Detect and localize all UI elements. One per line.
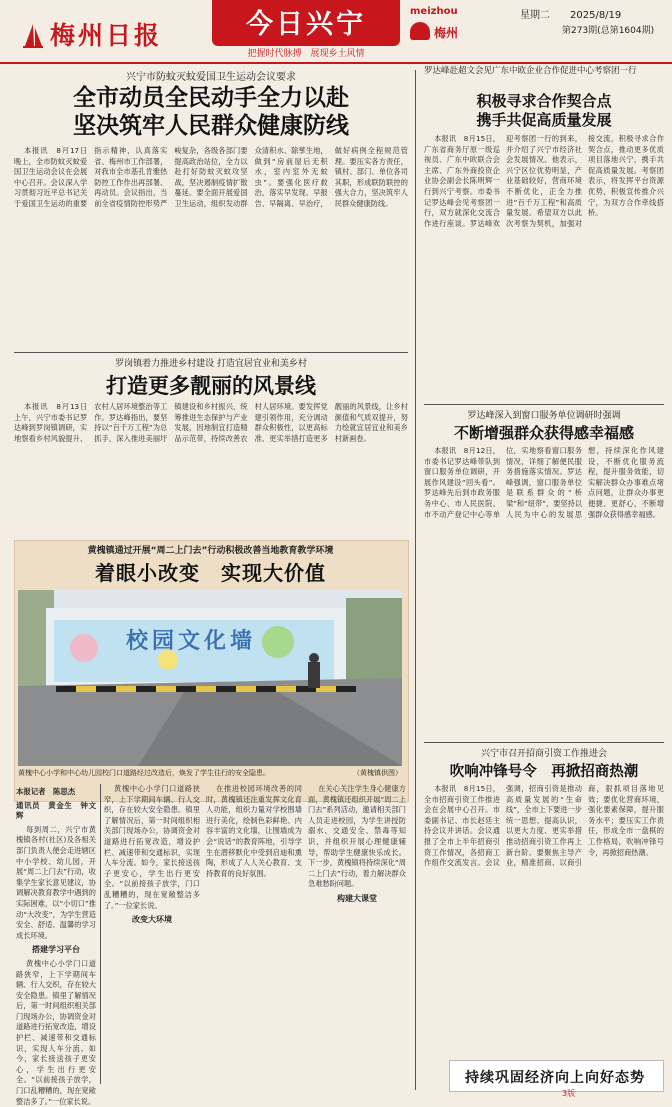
village-body: 本报讯 8月13日上午，兴宁市委书记罗达峰到罗岗镇调研，实地察看乡村风貌提升、农村人居环境整治等工作。罗达峰指出，要坚持以“百千万工程”为总抓手，深入推进美丽圩镇建设和乡村振兴，统筹推进生态保护与产业发展，因地制宜打造精品示范带，持续改善农村人居环境。要发挥党建引领作用，充分调动群众积极性，以更高标准、更实举措打造更多靓丽的风景线，让乡村颜值和气质双提升，努力绘就宜居宜业和美乡村新画卷。 [14,402,408,443]
feature-subhead-3: 改变大环境 [132,915,172,925]
village-headline: 打造更多靓丽的风景线 [106,373,316,398]
logo-text: 梅州日报 [50,21,163,50]
feature-subhead-2: 构建大课堂 [337,893,377,903]
feature-headline: 着眼小改变 实现大价值 [95,561,326,585]
date: 2025/8/19 [570,10,622,21]
brand-name: 梅州 [434,26,459,40]
right-mid-body: 本报讯 8月12日，市委书记罗达峰带队到窗口服务单位调研，开展作风建设“回头看”。罗达峰先后到市政务服务中心、市人民医院、市不动产登记中心等单位，实地察看窗口服务情况，详细了解便民服务措施落实情况。罗达峰强调，窗口服务单位是联系群众的“桥梁”和“纽带”，要坚持以人民为中心的发展思想，持续深化作风建设，不断优化服务流程，提升服务效能，切实解决群众办事难点堵点问题，让群众办事更便捷、更舒心，不断增强群众获得感幸福感。 [424,446,664,519]
section-banner [212,0,400,46]
photo-wall-sign: 校园文化墙 [126,628,257,654]
divider [424,742,664,743]
divider [100,784,101,1084]
village-article [14,402,408,534]
school-road-photo [18,590,402,766]
photo-illustration [18,590,402,766]
feature-subhead-1: 搭建学习平台 [32,945,80,955]
right-top-kicker: 罗达峰赴超文会见广东中欧企业合作促进中心考察团一行 [424,66,637,76]
right-mid-article [424,446,664,736]
right-low-headline: 吹响冲锋号令 再掀招商热潮 [449,763,639,780]
byline-correspondent: 通讯员 黄金生 钟文辉 [16,800,96,821]
meizhou-brand-icon [410,22,430,40]
weekday: 星期二 [520,10,550,21]
lead-headline [14,84,408,140]
feature-column-4 [308,784,406,1084]
divider [424,404,664,405]
feature-column-2 [104,784,200,1084]
divider [14,352,408,353]
masthead-rule [0,62,672,64]
right-top-body: 本报讯 8月15日，广东省商务厅原一级巡视员、广东中欧联合会主席、广东外商投资企业协会副会长陈明辉一行到兴宁考察。市委书记罗达峰会见考察团一行，双方就深化交流合作进行座谈。罗达峰欢迎考察团一行的到来，并介绍了兴宁市经济社会发展情况。他表示，兴宁区位优势明显，产业基础较好，营商环境不断优化，正全力推进“百千万工程”和高质量发展。希望双方以此次考察为契机，加强对接交流，积极寻求合作契合点，推动更多优质项目落地兴宁，携手共促高质量发展。考察团表示，将发挥平台资源优势，积极宣传推介兴宁，为双方合作牵线搭桥。 [424,134,664,228]
feature-body-4: 在关心关注学生身心健康方面，黄槐镇还组织开展“周二上门去”系列活动，邀请相关部门人员走进校园，为学生讲授防溺水、交通安全、禁毒等知识，并组织开展心理健康辅导，帮助学生健康快乐成长。下一步，黄槐镇将持续深化“周二上门去”行动，着力解决群众急难愁盼问题。 [308,784,406,889]
sail-logo-icon [22,22,44,48]
meizhou-daily-logo [22,16,162,52]
feature-kicker: 黄槐镇通过开展“周二上门去”行动积极改善当地教育教学环境 [87,546,334,556]
section-slogan: 把握时代脉搏 展现乡土风情 [247,49,365,59]
masthead [0,0,672,62]
lead-article [14,146,408,344]
right-top-headline-line2: 携手共促高质量发展 [476,111,612,129]
right-top-headline-line1: 积极寻求合作契合点 [476,92,612,110]
right-top-headline [424,92,664,130]
brand-pinyin: meizhou [410,6,458,17]
section-title: 今日兴宁 [246,9,366,40]
lead-headline-line2: 坚决筑牢人民群众健康防线 [73,112,349,139]
feature-body-3: 在推进校园环境改善的同时，黄槐镇还注重发挥文化育人功能，组织力量对学校围墙进行美化，绘制色彩鲜艳、内容丰富的文化墙，让围墙成为会“说话”的教育阵地，引导学生在潜移默化中受到启迪和熏陶，形成了人人关心教育、支持教育的良好氛围。 [206,784,302,878]
photo-caption [18,768,402,778]
byline-reporter: 本报记者 陈思杰 [16,787,76,796]
feature-column-3 [206,784,302,1084]
issue-number: 第273期(总第1604期) [562,26,655,36]
page-number: 3版 [562,1089,576,1098]
right-mid-kicker: 罗达峰深入到窗口服务单位调研时强调 [467,411,621,421]
feature-body-1b: 黄槐中心小学门口道路狭窄，上下学期间车辆、行人交织，存在较大安全隐患。镇里了解情况后，第一时间组织相关部门现场办公，协调资金对道路进行拓宽改造，增设护栏、减速带和交通标识，实现人车分流。如今，家长接送孩子更安心，学生出行更安全。“以前接孩子放学，门口乱糟糟的，现在宽敞整洁多了。”一位家长说。 [16,958,96,1106]
feature-body-1: 每到周二，兴宁市黄槐镇各村(社区)及各相关部门负责人便会走进辖区中小学校、幼儿园，开展“周二上门去”行动，收集学生家长意见建议，协调解决教育教学中遇到的实际困难，以“小切口”推动“大改变”，为学生营造安全、舒适、温馨的学习成长环境。 [16,824,96,940]
column-divider [415,70,416,1090]
feature-body-2: 黄槐中心小学门口道路狭窄，上下学期间车辆、行人交织，存在较大安全隐患。镇里了解情况后，第一时间组织相关部门现场办公，协调资金对道路进行拓宽改造，增设护栏、减速带和交通标识，实现人车分流。如今，家长接送孩子更安心，学生出行更安全。“以前接孩子放学，门口乱糟糟的，现在宽敞整洁多了。”一位家长说。 [104,784,200,910]
lead-headline-line1: 全市动员全民动手全力以赴 [73,84,349,111]
feature-column-1 [16,784,96,1106]
photo-credit: （黄槐镇供图） [353,769,402,777]
bottom-slogan: 持续巩固经济向上向好态势 [465,1070,645,1086]
right-low-article [424,784,664,1054]
village-kicker: 罗岗镇着力推进乡村建设 打造宜居宜业和美乡村 [115,359,307,369]
date-line [520,6,621,21]
lead-kicker: 兴宁市防蚊灭蚊爱国卫生运动会议要求 [126,72,296,83]
right-mid-headline: 不断增强群众获得感幸福感 [453,424,634,442]
lead-body: 本报讯 8月17日晚上，全市防蚊灭蚊爱国卫生运动会议在会展中心召开。会议深入学习贯彻习近平总书记关于爱国卫生运动的重要指示精神，认真落实省、梅州市工作部署，对我市全市基孔肯雅热防控工作作出再部署、再动员。会议指出，当前全省疫情防控形势严峻复杂，各级各部门要提高政治站位，全力以赴打好防蚊灭蚊攻坚战，坚决遏制疫情扩散蔓延。要全面开展爱国卫生运动，组织发动群众清积水、除孳生地，做到“房前屋后无积水，室内室外无蚊虫”。要强化医疗救治，落实早发现、早报告、早隔离、早治疗，做好病例全程规范管理。要压实各方责任，镇村、部门、单位各司其职，形成联防联控的强大合力，坚决筑牢人民群众健康防线。 [14,146,408,208]
caption-text: 黄槐中心小学和中心幼儿园校门口道路经过改造后，焕发了学生往行的安全隐患。 [18,769,270,777]
right-top-article [424,134,664,400]
right-low-body: 本报讯 8月15日，全市招商引资工作推进会在会展中心召开。市委副书记、市长赵廷主持会议并讲话。会议通报了全市上半年招商引资工作情况，各招商工作组作交流发言。会议强调，招商引资是推动高质量发展的“生命线”，全市上下要进一步统一思想、提高认识，以更大力度、更实举措推动招商引资工作再上新台阶。要聚焦主导产业，精准招商、以商引商，狠抓项目落地见效；要优化营商环境，强化要素保障，提升服务水平；要压实工作责任，形成全市一盘棋的工作格局，吹响冲锋号令，再掀招商热潮。 [424,784,664,868]
right-low-kicker: 兴宁市召开招商引资工作推进会 [480,749,607,759]
